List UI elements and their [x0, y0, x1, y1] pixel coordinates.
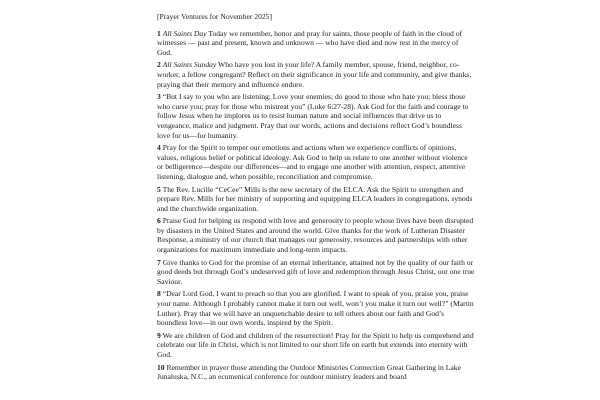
paragraph-6 [157, 216, 475, 254]
document-page [157, 12, 475, 385]
paragraph-9-number: 9 [157, 330, 161, 340]
paragraph-5-number: 5 [157, 184, 161, 194]
paragraph-7 [157, 258, 475, 287]
paragraph-2-number: 2 [157, 60, 161, 70]
paragraph-2 [157, 60, 475, 89]
paragraph-3-number: 3 [157, 92, 161, 102]
paragraph-7-text: Give thanks to God for the promise of an eternal inheritance, attained not by the quality of our faith or good deeds but through God’s undeserved gift of love and redemption through Jesus Christ, our one true Saviour. [157, 257, 475, 286]
paragraph-8 [157, 289, 475, 327]
paragraph-9 [157, 331, 475, 360]
paragraph-1-text: Today we remember, honor and pray for saints, those people of faith in the cloud of witnesses — past and present, known and unknown — who have died and now rest in the mercy of God. [157, 28, 463, 57]
paragraph-4 [157, 143, 475, 181]
paragraph-10-text: Remember in prayer those attending the Outdoor Ministries Connection Great Gathering in Lake Junaluska, N.C., an ecumenical conference for outdoor ministry leaders and board [157, 362, 461, 382]
paragraph-2-lead: All Saints Sunday [162, 60, 217, 70]
paragraph-8-text: “Dear Lord God, I want to preach so that you are glorified. I want to speak of you, praise you, praise your name. Although I probably cannot make it turn out well, won’t you make it turn out well?” (Martin Luther). Pray that we will have an unquenchable desire to tell others about our faith and God’s boundless love—in our own words, inspired by the Spirit. [157, 289, 474, 328]
paragraph-1 [157, 29, 475, 58]
paragraph-4-text: Pray for the Spirit to temper our emotions and actions when we experience conflicts of opinions, values, religious belief or political ideology. Ask God to help us relate to one another without violence or belligerence—despite our differences—and to engage one another with attention, respect, attentive listening, dialogue and, when possible, reconciliation and compromise. [157, 143, 468, 181]
paragraph-7-number: 7 [157, 257, 161, 267]
paragraph-1-number: 1 [157, 28, 161, 38]
paragraph-3 [157, 92, 475, 140]
paragraph-3-text: “But I say to you who are listening: Love your enemies; do good to those who hate you; bless those who curse you; pray for those who mistreat you” (Luke 6:27-28). Ask God for the faith and courage to follow Jesus when he implores us to resist human nature and social influences that drive us to vengeance, malice and judgment. Pray that our words, actions and decisions reflect God’s boundless love for us—for humanity. [157, 92, 469, 140]
paragraph-2-text: Who have you lost in your life? A family member, spouse, friend, neighbor, co-worker, a fellow congregant? Reflect on their significance in your life and community, and give thanks, praying that their memory and influence endure. [157, 60, 472, 89]
paragraph-8-number: 8 [157, 289, 161, 299]
paragraph-10 [157, 363, 475, 382]
document-title: [Prayer Ventures for November 2025] [157, 12, 272, 21]
paragraph-4-number: 4 [157, 143, 161, 153]
paragraph-5-text: The Rev. Lucille “CeCee” Mills is the new secretary of the ELCA. Ask the Spirit to strengthen and prepare Rev. Mills for her ministry of supporting and equipping ELCA leaders in congregations, synods and the churchwide organization. [157, 184, 473, 213]
paragraph-10-number: 10 [157, 362, 165, 372]
paragraph-6-text: Praise God for helping us respond with love and generosity to people whose lives have been disrupted by disasters in the United States and around the world. Give thanks for the work of Lutheran Disaster Response, a ministry of our church that manages our generosity, resources and partnerships with other organizations for maximum immediate and long-term impacts. [157, 216, 474, 255]
paragraph-9-text: We are children of God and children of the resurrection! Pray for the Spirit to help us comprehend and celebrate our life in Christ, which is not limited to our short life on earth but extends into eternity with God. [157, 330, 474, 359]
paragraph-6-number: 6 [157, 216, 161, 226]
paragraph-5 [157, 185, 475, 214]
paragraph-1-lead: All Saints Day [162, 28, 207, 38]
